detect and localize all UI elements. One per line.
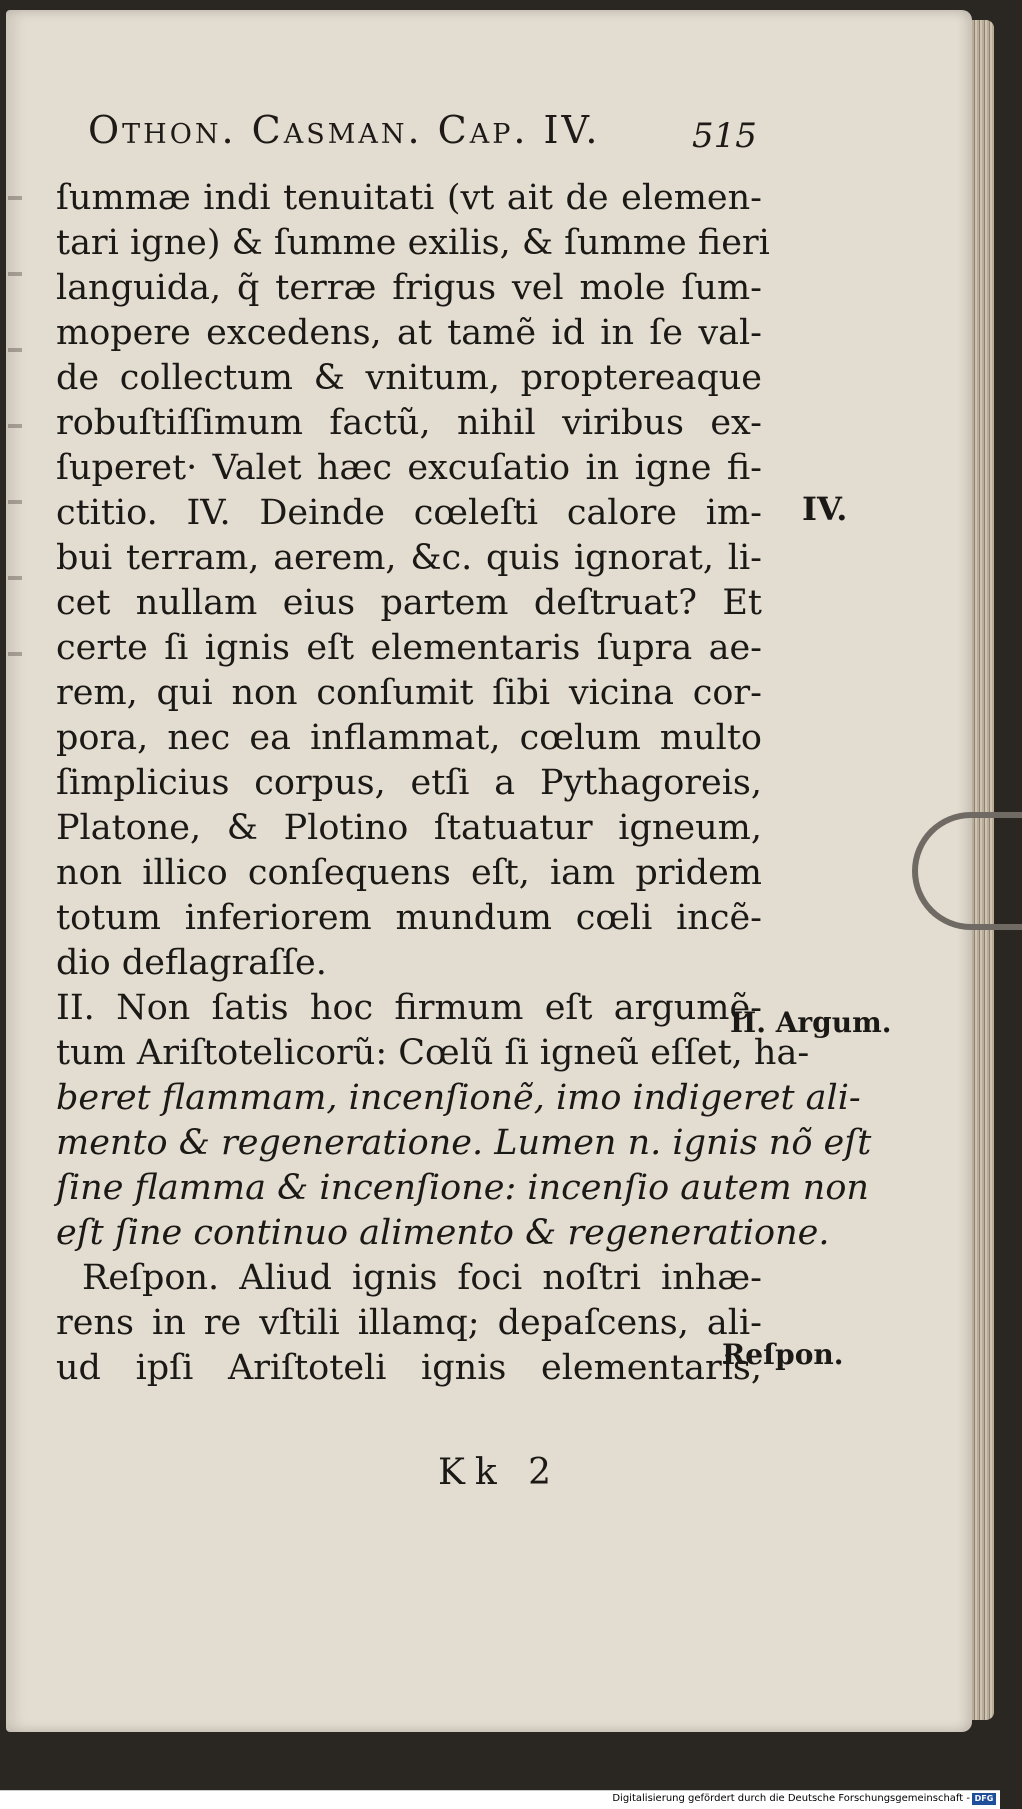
text-line-26: rens in re vſtili illamq; depaſcens, ali- bbox=[56, 1303, 762, 1343]
text-line-23: ſine flamma & incenſione: incenſio autem non bbox=[56, 1168, 869, 1208]
text-line-18: dio deflagraſſe. bbox=[56, 943, 327, 983]
text-line-21: beret flammam, incenſionẽ, imo indigeret ali- bbox=[56, 1078, 861, 1118]
text-line-24: eſt ſine continuo alimento & regeneratione. bbox=[56, 1213, 830, 1253]
text-line-25: Reſpon. Aliud ignis foci noſtri inhæ- bbox=[82, 1258, 762, 1298]
text-line-8: ctitio. IV. Deinde cœleſti calore im- bbox=[56, 493, 762, 533]
dfg-logo: DFG bbox=[972, 1793, 996, 1805]
text-line-16: non illico conſequens eſt, iam pridem bbox=[56, 853, 762, 893]
text-line-10: cet nullam eius partem deſtruat? Et bbox=[56, 583, 762, 623]
text-line-3: languida, q̃ terræ frigus vel mole ſum- bbox=[56, 268, 762, 308]
text-line-14: ſimplicius corpus, etſi a Pythagoreis, bbox=[56, 763, 762, 803]
running-title: Othon. Casman. Cap. IV. bbox=[88, 108, 601, 152]
margin-note-respon: Reſpon. bbox=[722, 1338, 844, 1371]
gutter-marks bbox=[8, 160, 22, 660]
text-line-6: robuſtiſſimum factũ, nihil viribus ex- bbox=[56, 403, 762, 443]
text-line-9: bui terram, aerem, &c. quis ignorat, li- bbox=[56, 538, 762, 578]
text-line-12: rem, qui non conſumit ſibi vicina cor- bbox=[56, 673, 762, 713]
text-line-2: tari igne) & ſumme exilis, & ſumme fieri bbox=[56, 223, 770, 263]
text-line-15: Platone, & Plotino ſtatuatur igneum, bbox=[56, 808, 762, 848]
margin-note-argum: II. Argum. bbox=[730, 1006, 892, 1039]
page-clip bbox=[912, 812, 1022, 930]
signature-mark: Kk 2 bbox=[438, 1452, 562, 1493]
text-line-11: certe ſi ignis eſt elementaris ſupra ae- bbox=[56, 628, 762, 668]
text-line-4: mopere excedens, at tamẽ id in ſe val- bbox=[56, 313, 762, 353]
text-line-7: ſuperet· Valet hæc excuſatio in igne fi- bbox=[56, 448, 762, 488]
text-line-20: tum Ariſtotelicorũ: Cœlũ ſi igneũ eſſet, ha- bbox=[56, 1033, 810, 1073]
text-line-13: pora, nec ea inflammat, cœlum multo bbox=[56, 718, 762, 758]
text-line-1: ſummæ indi tenuitati (vt ait de elemen- bbox=[56, 178, 762, 218]
page-number: 515 bbox=[692, 116, 757, 156]
text-line-17: totum inferiorem mundum cœli incẽ- bbox=[56, 898, 762, 938]
digitization-credit: Digitalisierung gefördert durch die Deutsche Forschungsgemeinschaft - bbox=[612, 1793, 970, 1804]
margin-note-iv: IV. bbox=[802, 490, 848, 528]
text-line-22: mento & regeneratione. Lumen n. ignis nõ eſt bbox=[56, 1123, 872, 1163]
text-line-5: de collectum & vnitum, proptereaque bbox=[56, 358, 762, 398]
text-line-27: ud ipſi Ariſtoteli ignis elementaris, bbox=[56, 1348, 762, 1388]
text-line-19: II. Non ſatis hoc firmum eſt argumẽ- bbox=[56, 988, 762, 1028]
